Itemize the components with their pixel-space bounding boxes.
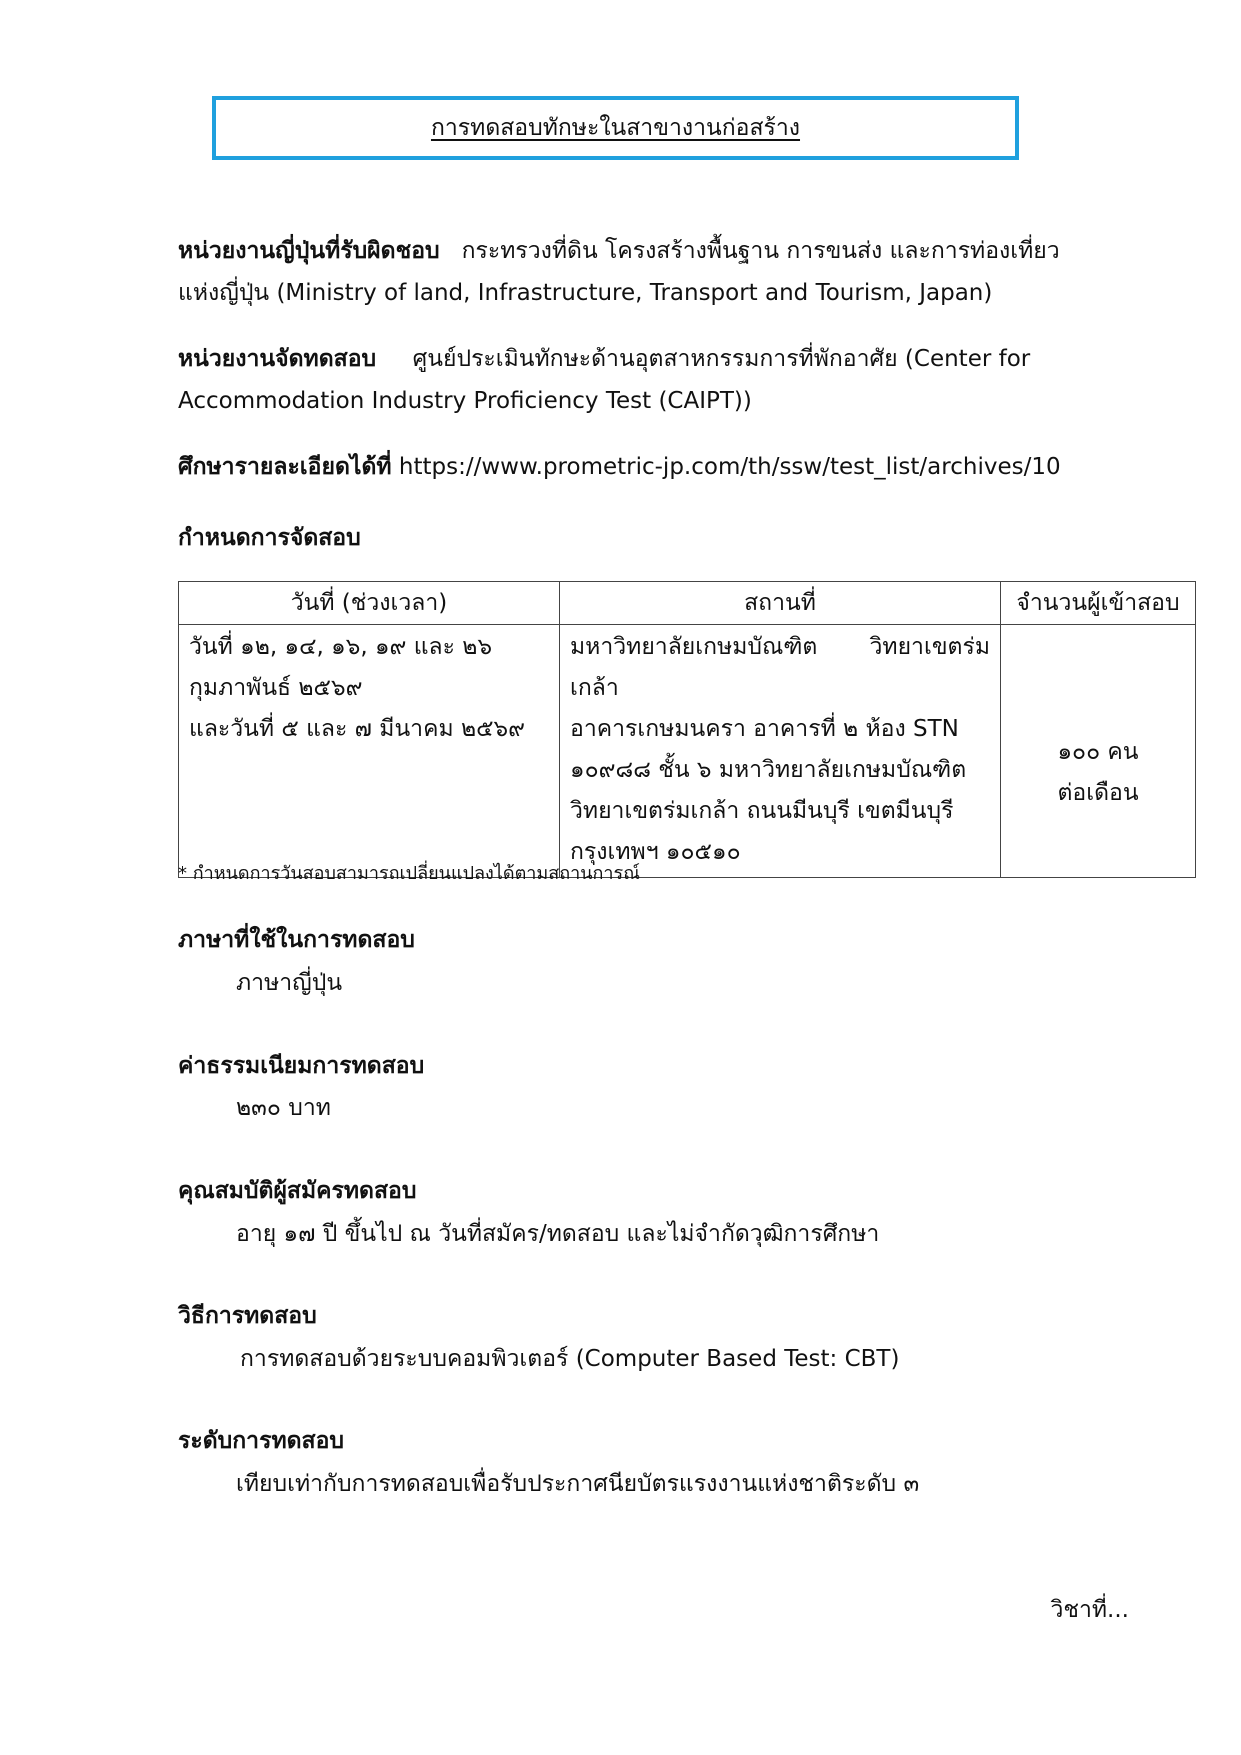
details-section — [178, 446, 1128, 488]
schedule-table — [178, 581, 1196, 878]
level-value: เทียบเท่ากับการทดสอบเพื่อรับประกาศนียบัตรแรงงานแห่งชาติระดับ ๓ — [236, 1471, 920, 1497]
footer-continuation: วิชาที่... — [1050, 1597, 1129, 1623]
date-cell — [179, 625, 560, 878]
qualification-value: อายุ ๑๗ ปี ขึ้นไป ณ วันที่สมัคร/ทดสอบ และไม่จำกัดวุฒิการศึกษา — [236, 1221, 880, 1247]
responsible-agency-label: หน่วยงานญี่ปุ่นที่รับผิดชอบ — [178, 238, 440, 264]
column-header-count: จำนวนผู้เข้าสอบ — [1001, 582, 1196, 625]
date-line: กุมภาพันธ์ ๒๕๖๙ — [189, 675, 363, 701]
place-line: อาคารเกษมนครา อาคารที่ ๒ ห้อง STN — [570, 716, 959, 742]
document-title: การทดสอบทักษะในสาขางานก่อสร้าง — [430, 115, 801, 141]
responsible-agency-value-line2: แห่งญี่ปุ่น (Ministry of land, Infrastructure, Transport and Tourism, Japan) — [178, 280, 993, 306]
count-line: ต่อเดือน — [1057, 780, 1139, 806]
title-box — [212, 96, 1019, 160]
language-value: ภาษาญี่ปุ่น — [236, 970, 343, 996]
organizer-value-line2: Accommodation Industry Proficiency Test (CAIPT)) — [178, 388, 752, 414]
level-heading: ระดับการทดสอบ — [178, 1428, 344, 1454]
details-url[interactable]: https://www.prometric-jp.com/th/ssw/test_list/archives/10 — [398, 454, 1061, 480]
organizer-label: หน่วยงานจัดทดสอบ — [178, 346, 377, 372]
place-line: ๑๐๙๘๘ ชั้น ๖ มหาวิทยาลัยเกษมบัณฑิต — [570, 757, 967, 783]
count-line: ๑๐๐ คน — [1057, 739, 1139, 765]
place-cell — [560, 625, 1001, 878]
responsible-agency-section — [178, 230, 1128, 314]
column-header-place: สถานที่ — [560, 582, 1001, 625]
details-label: ศึกษารายละเอียดได้ที่ — [178, 454, 392, 480]
column-header-date: วันที่ (ช่วงเวลา) — [179, 582, 560, 625]
count-cell — [1001, 625, 1196, 878]
place-line: มหาวิทยาลัยเกษมบัณฑิต วิทยาเขตร่มเกล้า — [570, 634, 990, 701]
date-line: วันที่ ๑๒, ๑๔, ๑๖, ๑๙ และ ๒๖ — [189, 634, 493, 660]
schedule-heading: กำหนดการจัดสอบ — [178, 525, 361, 551]
schedule-note: * กำหนดการวันสอบสามารถเปลี่ยนแปลงได้ตามสถานการณ์ — [178, 863, 640, 884]
method-value: การทดสอบด้วยระบบคอมพิวเตอร์ (Computer Based Test: CBT) — [240, 1346, 900, 1372]
place-line: วิทยาเขตร่มเกล้า ถนนมีนบุรี เขตมีนบุรี — [570, 798, 954, 824]
fee-heading: ค่าธรรมเนียมการทดสอบ — [178, 1053, 425, 1079]
place-line: กรุงเทพฯ ๑๐๕๑๐ — [570, 839, 741, 865]
table-row — [179, 625, 1196, 878]
organizer-section — [178, 338, 1128, 422]
language-heading: ภาษาที่ใช้ในการทดสอบ — [178, 927, 415, 953]
responsible-agency-value-line1: กระทรวงที่ดิน โครงสร้างพื้นฐาน การขนส่ง และการท่องเที่ยว — [461, 238, 1060, 264]
organizer-value-line1: ศูนย์ประเมินทักษะด้านอุตสาหกรรมการที่พักอาศัย (Center for — [412, 346, 1031, 372]
fee-value: ๒๓๐ บาท — [236, 1095, 331, 1121]
table-header-row — [179, 582, 1196, 625]
date-line: และวันที่ ๕ และ ๗ มีนาคม ๒๕๖๙ — [189, 716, 525, 742]
qualification-heading: คุณสมบัติผู้สมัครทดสอบ — [178, 1178, 417, 1204]
method-heading: วิธีการทดสอบ — [178, 1303, 317, 1329]
